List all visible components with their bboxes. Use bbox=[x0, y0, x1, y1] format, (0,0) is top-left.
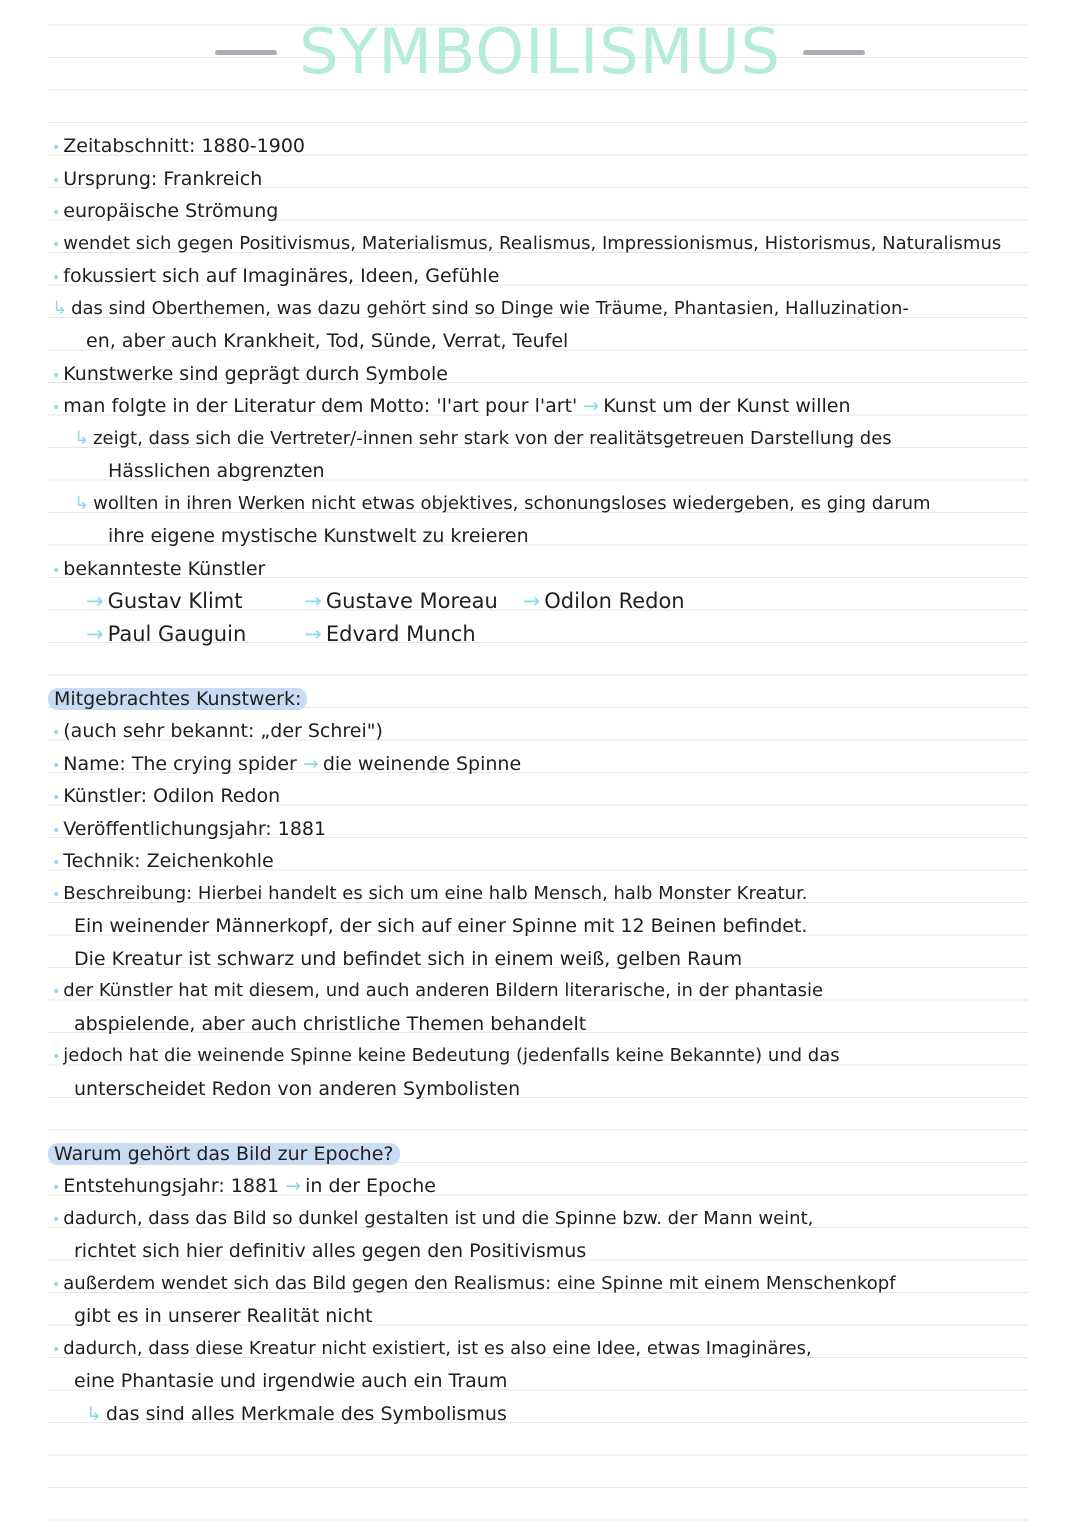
bullet-icon: • bbox=[52, 984, 61, 1000]
note-line: • wendet sich gegen Positivismus, Materialismus, Realismus, Impressionismus, Historismus, Naturalismus bbox=[52, 232, 1002, 254]
bullet-icon: • bbox=[52, 1341, 61, 1358]
page-title: SYMBOILISMUS bbox=[299, 15, 781, 88]
arrow-right-icon: → bbox=[522, 589, 541, 613]
bullet-icon: • bbox=[52, 367, 61, 384]
note-line: abspielende, aber auch christliche Themen behandelt bbox=[74, 1012, 587, 1035]
note-line: eine Phantasie und irgendwie auch ein Traum bbox=[74, 1370, 508, 1392]
note-line: • dadurch, dass das Bild so dunkel gestalten ist und die Spinne bzw. der Mann weint, bbox=[52, 1207, 814, 1229]
arrow-right-icon: → bbox=[583, 395, 600, 417]
arrow-right-icon: → bbox=[86, 589, 104, 613]
note-line: ↳ wollten in ihren Werken nicht etwas objektives, schonungsloses wiedergeben, es ging darum bbox=[74, 492, 931, 514]
bullet-icon: • bbox=[52, 1211, 61, 1228]
bullet-icon: • bbox=[52, 205, 61, 221]
note-line: Hässlichen abgrenzten bbox=[108, 460, 325, 482]
bullet-icon: • bbox=[52, 757, 61, 774]
note-line: • jedoch hat die weinende Spinne keine Bedeutung (jedenfalls keine Bekannte) und das bbox=[52, 1045, 840, 1066]
return-arrow-icon: ↳ bbox=[52, 297, 68, 319]
arrow-right-icon: → bbox=[86, 621, 104, 646]
title-dash-left bbox=[215, 50, 277, 55]
bullet-icon: • bbox=[52, 1049, 61, 1065]
note-line: • Name: The crying spider → die weinende Spinne bbox=[52, 752, 522, 775]
section-heading-epoche: Warum gehört das Bild zur Epoche? bbox=[52, 1138, 1032, 1171]
note-line: • der Künstler hat mit diesem, und auch anderen Bildern literarische, in der phantasie bbox=[52, 980, 824, 1001]
note-line: • Kunstwerke sind geprägt durch Symbole bbox=[52, 362, 448, 385]
artist-row: → Gustav Klimt → Gustave Moreau → Odilon Redon bbox=[86, 589, 685, 613]
note-line: • bekannteste Künstler bbox=[52, 557, 266, 580]
arrow-right-icon: → bbox=[302, 752, 319, 775]
bullet-icon: • bbox=[52, 855, 61, 871]
return-arrow-icon: ↳ bbox=[86, 1402, 102, 1425]
bullet-icon: • bbox=[52, 562, 61, 579]
return-arrow-icon: ↳ bbox=[74, 492, 90, 514]
note-line: ↳ zeigt, dass sich die Vertreter/-innen sehr stark von der realitätsgetreuen Darstellung des bbox=[74, 427, 892, 449]
bullet-icon: • bbox=[52, 140, 61, 156]
bullet-icon: • bbox=[52, 270, 61, 286]
note-line: ihre eigene mystische Kunstwelt zu kreieren bbox=[108, 525, 529, 547]
arrow-right-icon: → bbox=[304, 589, 322, 613]
bullet-icon: • bbox=[52, 400, 61, 416]
note-line: ↳ das sind Oberthemen, was dazu gehört sind so Dinge wie Träume, Phantasien, Halluzination- bbox=[52, 297, 909, 319]
note-line: • Veröffentlichungsjahr: 1881 bbox=[52, 817, 327, 840]
section-heading-artwork: Mitgebrachtes Kunstwerk: bbox=[52, 683, 1032, 716]
note-line: • dadurch, dass diese Kreatur nicht existiert, ist es also eine Idee, etwas Imaginäres, bbox=[52, 1337, 812, 1359]
artist-row: → Paul Gauguin → Edvard Munch bbox=[86, 621, 476, 646]
bullet-icon: • bbox=[52, 1276, 61, 1293]
note-line: • Zeitabschnitt: 1880-1900 bbox=[52, 135, 306, 157]
bullet-icon: • bbox=[52, 172, 61, 189]
note-line: • Technik: Zeichenkohle bbox=[52, 850, 274, 872]
note-line: • Künstler: Odilon Redon bbox=[52, 785, 281, 807]
title-row bbox=[0, 14, 1080, 90]
note-line: • man folgte in der Literatur dem Motto: 'l'art pour l'art' → Kunst um der Kunst willen bbox=[52, 395, 851, 417]
note-line: Die Kreatur ist schwarz und befindet sich in einem weiß, gelben Raum bbox=[74, 947, 743, 970]
note-line: • außerdem wendet sich das Bild gegen den Realismus: eine Spinne mit einem Menschenkopf bbox=[52, 1272, 896, 1294]
arrow-right-icon: → bbox=[285, 1175, 302, 1197]
bullet-icon: • bbox=[52, 725, 61, 741]
notes-content bbox=[52, 130, 1032, 1430]
note-line: Ein weinender Männerkopf, der sich auf einer Spinne mit 12 Beinen befindet. bbox=[74, 915, 808, 937]
arrow-right-icon: → bbox=[304, 621, 322, 646]
bullet-icon: • bbox=[52, 822, 61, 839]
note-line: richtet sich hier definitiv alles gegen den Positivismus bbox=[74, 1240, 587, 1262]
note-line: gibt es in unserer Realität nicht bbox=[74, 1305, 373, 1327]
title-dash-right bbox=[803, 50, 865, 55]
bullet-icon: • bbox=[52, 1180, 61, 1196]
note-line: • Beschreibung: Hierbei handelt es sich um eine halb Mensch, halb Monster Kreatur. bbox=[52, 882, 808, 904]
note-line: • europäische Strömung bbox=[52, 200, 279, 222]
return-arrow-icon: ↳ bbox=[74, 427, 90, 449]
note-line: • (auch sehr bekannt: „der Schrei") bbox=[52, 720, 383, 742]
note-line: • Ursprung: Frankreich bbox=[52, 167, 263, 190]
note-line: unterscheidet Redon von anderen Symbolisten bbox=[74, 1077, 521, 1100]
bullet-icon: • bbox=[52, 236, 61, 253]
bullet-icon: • bbox=[52, 886, 61, 903]
note-line: • fokussiert sich auf Imaginäres, Ideen, Gefühle bbox=[52, 265, 500, 287]
note-line: en, aber auch Krankheit, Tod, Sünde, Verrat, Teufel bbox=[86, 330, 569, 352]
note-line: • Entstehungsjahr: 1881 → in der Epoche bbox=[52, 1175, 436, 1197]
note-line: ↳ das sind alles Merkmale des Symbolismus bbox=[86, 1402, 507, 1425]
bullet-icon: • bbox=[52, 790, 61, 806]
